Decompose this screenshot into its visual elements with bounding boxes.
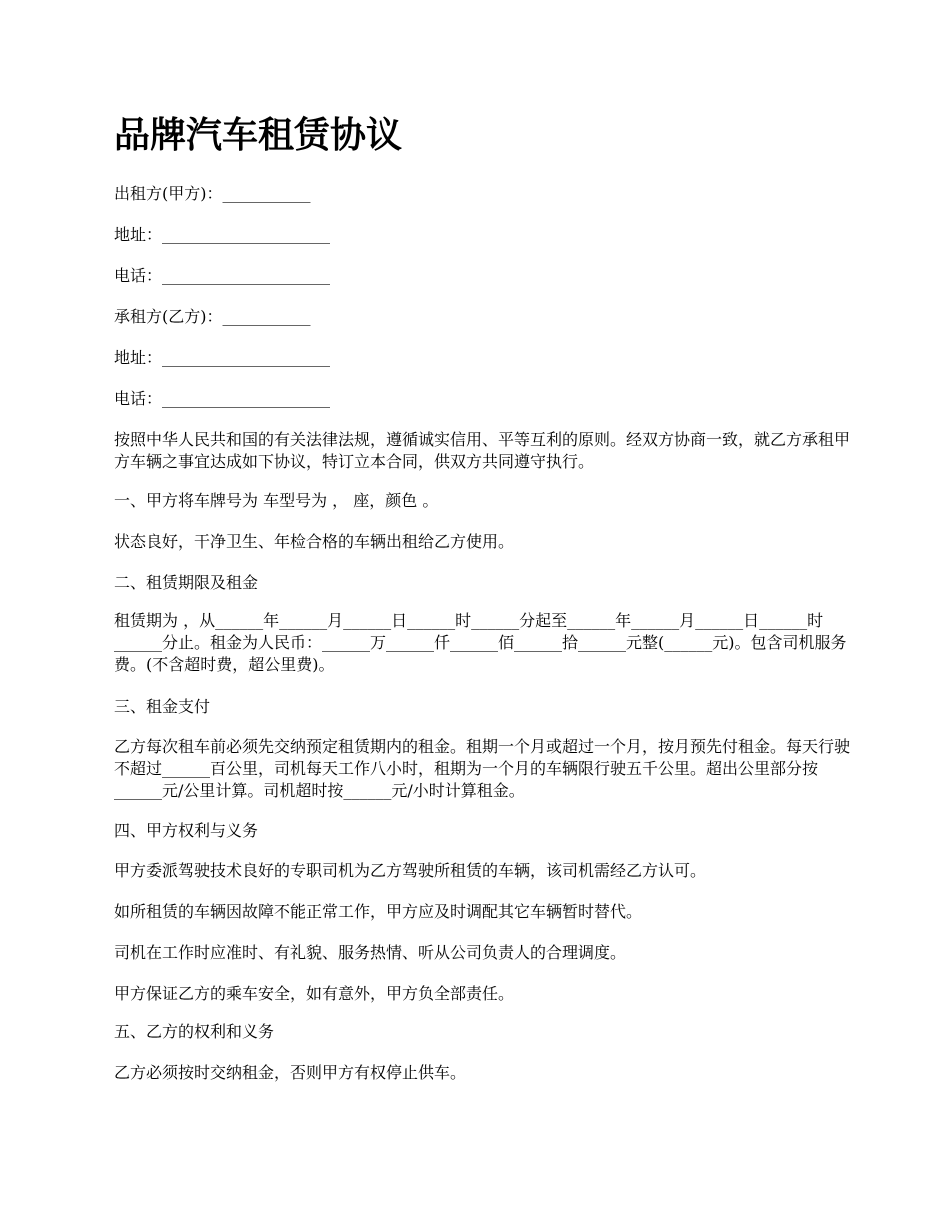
section-5-heading: 五、乙方的权利和义务 [114,1022,275,1041]
lessee-name-line: 承租方(乙方)：___________ [114,307,311,326]
lessor-address-line: 地址：_____________________ [114,225,331,244]
document-title: 品牌汽车租赁协议 [114,115,403,156]
section-2-heading: 二、租赁期限及租金 [114,573,259,592]
lessor-phone-line: 电话：_____________________ [114,266,331,285]
clause-1-detail: 状态良好，干净卫生、年检合格的车辆出租给乙方使用。 [114,532,515,551]
lessee-phone-line: 电话：_____________________ [114,389,331,408]
section-2-body: 租赁期为 ，从______年______月______日______时______分起至______年______月______日______时______分止。租金为人民币：______万______仟______佰______拾______元整(______元)。包含司机服务费。(不含超时费，超公里费)。 [114,611,847,674]
preamble-paragraph: 按照中华人民共和国的有关法律法规，遵循诚实信用、平等互利的原则。经双方协商一致，就乙方承租甲方车辆之事宜达成如下协议，特订立本合同，供双方共同遵守执行。 [114,430,851,471]
section-3-heading: 三、租金支付 [114,697,211,716]
section-4-item-1: 甲方委派驾驶技术良好的专职司机为乙方驾驶所租赁的车辆，该司机需经乙方认可。 [114,861,707,880]
section-4-heading: 四、甲方权利与义务 [114,821,259,840]
section-5-item-1: 乙方必须按时交纳租金，否则甲方有权停止供车。 [114,1063,467,1082]
section-4-item-3: 司机在工作时应准时、有礼貌、服务热情、听从公司负责人的合理调度。 [114,943,627,962]
section-4-item-2: 如所租赁的车辆因故障不能正常工作，甲方应及时调配其它车辆暂时替代。 [114,902,643,921]
lessee-address-line: 地址：_____________________ [114,348,331,367]
lessor-name-line: 出租方(甲方)：___________ [114,184,311,203]
section-3-body: 乙方每次租车前必须先交纳预定租赁期内的租金。租期一个月或超过一个月，按月预先付租金。每天行驶不超过______百公里，司机每天工作八小时，租期为一个月的车辆限行驶五千公里。超出公里部分按______元/公里计算。司机超时按______元/小时计算租金。 [114,737,851,800]
clause-1: 一、甲方将车牌号为 车型号为 ， 座，颜色 。 [114,491,439,510]
section-4-item-4: 甲方保证乙方的乘车安全，如有意外，甲方负全部责任。 [114,984,515,1003]
